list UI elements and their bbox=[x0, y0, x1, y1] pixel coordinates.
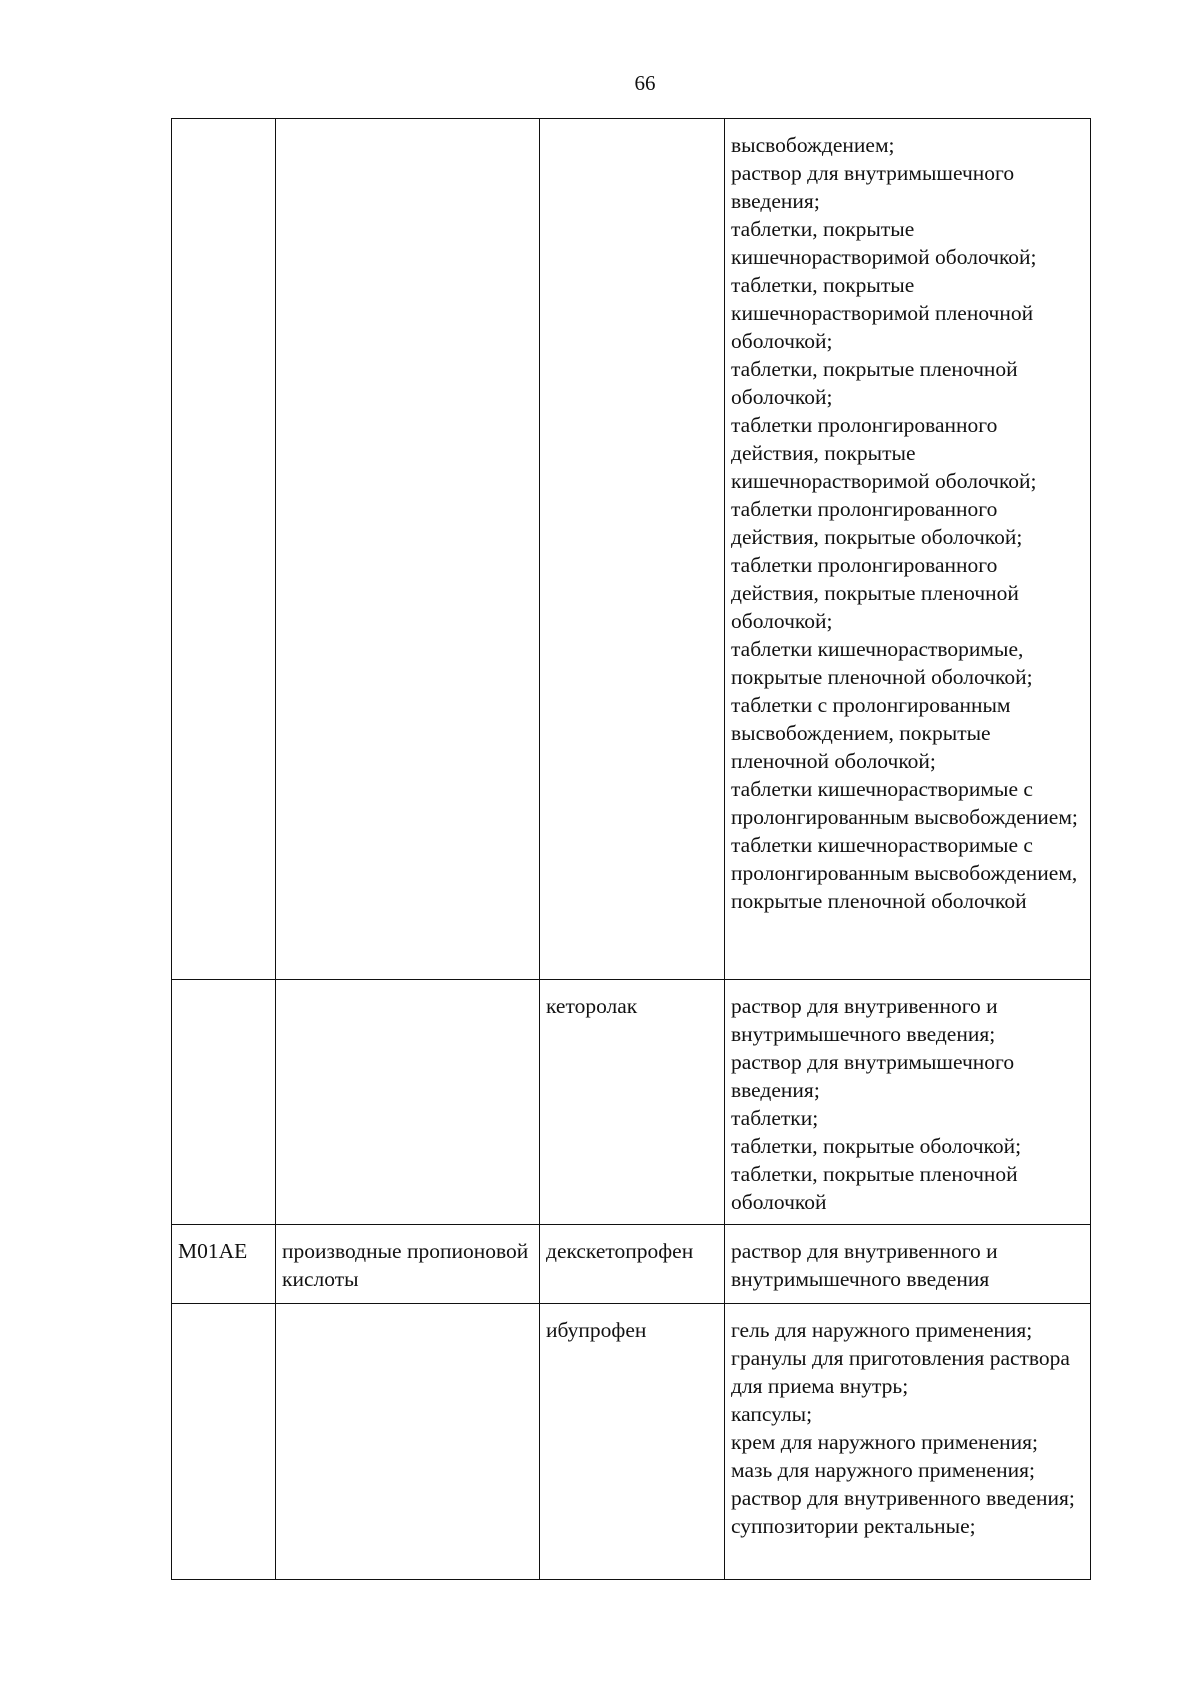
table-row bbox=[172, 1225, 1091, 1304]
group-cell bbox=[276, 980, 540, 1225]
atc-code-cell: M01AE bbox=[172, 1225, 276, 1304]
dosage-forms-cell: раствор для внутривенного и внутримышечного введения bbox=[725, 1225, 1091, 1304]
drug-name-cell: ибупрофен bbox=[540, 1304, 725, 1580]
drug-name-cell bbox=[540, 119, 725, 980]
page-number: 66 bbox=[634, 71, 656, 95]
drug-name-cell: декскетопрофен bbox=[540, 1225, 725, 1304]
dosage-forms-cell: раствор для внутривенного и внутримышечного введения; раствор для внутримышечного введения; таблетки; таблетки, покрытые оболочкой; таблетки, покрытые пленочной оболочкой bbox=[725, 980, 1091, 1225]
dosage-forms-cell: гель для наружного применения; гранулы для приготовления раствора для приема внутрь; капсулы; крем для наружного применения; мазь для наружного применения; раствор для внутривенного введения; суппозитории ректальные; bbox=[725, 1304, 1091, 1580]
group-cell bbox=[276, 1304, 540, 1580]
atc-code-cell bbox=[172, 980, 276, 1225]
drug-name-cell: кеторолак bbox=[540, 980, 725, 1225]
medication-table bbox=[171, 118, 1091, 1580]
group-cell bbox=[276, 119, 540, 980]
table-row bbox=[172, 119, 1091, 980]
group-cell: производные пропионовой кислоты bbox=[276, 1225, 540, 1304]
atc-code-cell bbox=[172, 1304, 276, 1580]
table-row bbox=[172, 980, 1091, 1225]
dosage-forms-cell: высвобождением; раствор для внутримышечного введения; таблетки, покрытые кишечнорастворимой оболочкой; таблетки, покрытые кишечнорастворимой пленочной оболочкой; таблетки, покрытые пленочной оболочкой; таблетки пролонгированного действия, покрытые кишечнорастворимой оболочкой; таблетки пролонгированного действия, покрытые оболочкой; таблетки пролонгированного действия, покрытые пленочной оболочкой; таблетки кишечнорастворимые, покрытые пленочной оболочкой; таблетки с пролонгированным высвобождением, покрытые пленочной оболочкой; таблетки кишечнорастворимые с пролонгированным высвобождением; таблетки кишечнорастворимые с пролонгированным высвобождением, покрытые пленочной оболочкой bbox=[725, 119, 1091, 980]
table-row bbox=[172, 1304, 1091, 1580]
atc-code-cell bbox=[172, 119, 276, 980]
